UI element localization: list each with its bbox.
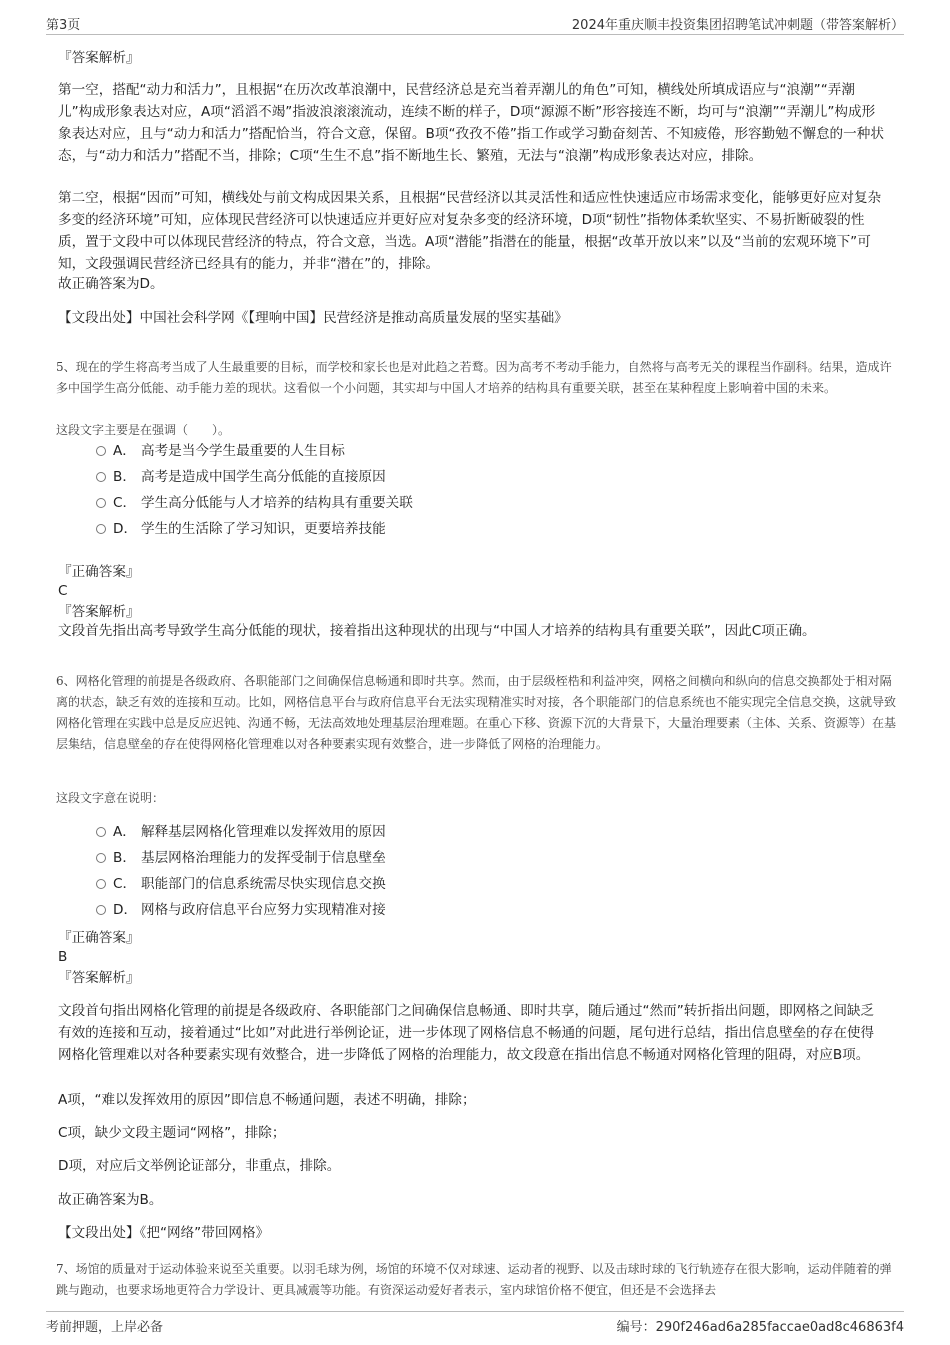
q4-analysis-p2: 第二空，根据“因而”可知，横线处与前文构成因果关系，且根据“民营经济以其灵活性和适应性快速适应市场需求变化，能够更好应对复杂多变的经济环境”可知，应体现民营经济可以快速适应并更好应对复杂多变的经济环境，D项“韧性”指物体柔软坚实、不易折断破裂的性质，置于文段中可以体现民营经济的特点，符合文意，当选。A项“潜能”指潜在的能量，根据“改革开放以来”以及“当前的宏观环境下”可知，文段强调民营经济已经具有的能力，并非“潜在”的，排除。 — [58, 190, 882, 272]
q5-option-b[interactable]: B． 高考是造成中国学生高分低能的直接原因 — [96, 467, 386, 487]
radio-icon[interactable] — [96, 879, 106, 889]
q5-option-d[interactable]: D． 学生的生活除了学习知识，更要培养技能 — [96, 519, 386, 539]
q6-option-c[interactable]: C． 职能部门的信息系统需尽快实现信息交换 — [96, 874, 386, 894]
q5-option-c[interactable]: C． 学生高分低能与人才培养的结构具有重要关联 — [96, 493, 413, 513]
q6-question: 这段文字意在说明： — [56, 791, 165, 805]
document-title: 2024年重庆顺丰投资集团招聘笔试冲刺题（带答案解析） — [571, 18, 904, 33]
radio-icon[interactable] — [96, 827, 106, 837]
q7-stem: 7、场馆的质量对于运动体验来说至关重要。以羽毛球为例，场馆的环境不仅对球速、运动者的视野、以及击球时球的飞行轨迹存在很大影响，运动伴随着的弹跳与跑动，也要求场地更符合力学设计、更具减震等功能。有资深运动爱好者表示，室内球馆价格不便宜，但还是不会选择去 — [56, 1262, 892, 1297]
radio-icon[interactable] — [96, 472, 106, 482]
q6-conclusion: 故正确答案为B。 — [58, 1192, 163, 1208]
footer-slogan: 考前押题，上岸必备 — [46, 1320, 164, 1335]
radio-icon[interactable] — [96, 905, 106, 915]
q4-analysis-p1: 第一空，搭配“动力和活力”，且根据“在历次改革浪潮中，民营经济总是充当着弄潮儿的角色”可知，横线处所填成语应与“浪潮”“弄潮儿”构成形象表达对应，A项“滔滔不竭”指波浪滚滚流动，连续不断的样子，D项“源源不断”形容接连不断，均可与“浪潮”“弄潮儿”构成形象表达对应，且与“动力和活力”搭配恰当，符合文意，保留。B项“孜孜不倦”指工作或学习勤奋刻苦、不知疲倦，形容勤勉不懈怠的一种状态，与“动力和活力”搭配不当，排除；C项“生生不息”指不断地生长、繁殖，无法与“浪潮”构成形象表达对应，排除。 — [58, 82, 884, 164]
q6-answer: B — [58, 949, 68, 965]
q6-answer-label: 『正确答案』 — [58, 930, 140, 946]
q6-option-b[interactable]: B． 基层网格治理能力的发挥受制于信息壁垒 — [96, 848, 386, 868]
radio-icon[interactable] — [96, 853, 106, 863]
q5-option-a[interactable]: A． 高考是当今学生最重要的人生目标 — [96, 441, 345, 461]
q6-option-a[interactable]: A． 解释基层网格化管理难以发挥效用的原因 — [96, 822, 386, 842]
q5-answer: C — [58, 583, 68, 599]
q5-answer-label: 『正确答案』 — [58, 564, 140, 580]
radio-icon[interactable] — [96, 498, 106, 508]
q4-conclusion: 故正确答案为D。 — [58, 276, 164, 292]
q6-exclude-c: C项，缺少文段主题词“网格”，排除； — [58, 1125, 286, 1141]
document-code: 编号：290f246ad6a285faccae0ad8c46863f4 — [616, 1320, 904, 1335]
q6-stem: 6、网格化管理的前提是各级政府、各职能部门之间确保信息畅通和即时共享。然而，由于层级桎梏和利益冲突，网格之间横向和纵向的信息交换都处于相对隔离的状态，缺乏有效的连接和互动。比如，网格信息平台与政府信息平台无法实现精准实时对接，各个职能部门的信息系统也不能实现完全信息交换，这就导致网格化管理在实践中总是反应迟钝、沟通不畅，无法高效地处理基层治理难题。在重心下移、资源下沉的大背景下，大量治理要素（主体、关系、资源等）在基层集结，信息壁垒的存在使得网格化管理难以对各种要素实现有效整合，进一步降低了网格的治理能力。 — [56, 674, 897, 751]
q5-analysis-label: 『答案解析』 — [58, 604, 140, 620]
q6-exclude-a: A项，“难以发挥效用的原因”即信息不畅通问题，表述不明确，排除； — [58, 1092, 476, 1108]
q6-analysis-label: 『答案解析』 — [58, 970, 140, 986]
page-footer — [46, 1311, 904, 1336]
q4-analysis-label: 『答案解析』 — [58, 50, 140, 66]
q6-option-d[interactable]: D． 网格与政府信息平台应努力实现精准对接 — [96, 900, 386, 920]
page-number: 第3页 — [46, 18, 81, 33]
radio-icon[interactable] — [96, 524, 106, 534]
q5-question: 这段文字主要是在强调（ ）。 — [56, 423, 231, 437]
q5-stem: 5、现在的学生将高考当成了人生最重要的目标，而学校和家长也是对此趋之若鹜。因为高考不考动手能力，自然将与高考无关的课程当作副科。结果，造成许多中国学生高分低能、动手能力差的现状。这看似一个小问题，其实却与中国人才培养的结构具有重要关联，甚至在某种程度上影响着中国的未来。 — [56, 360, 892, 395]
q4-source: 【文段出处】中国社会科学网《【理响中国】民营经济是推动高质量发展的坚实基础》 — [58, 310, 568, 326]
q6-analysis: 文段首句指出网格化管理的前提是各级政府、各职能部门之间确保信息畅通、即时共享，随后通过“然而”转折指出问题，即网格之间缺乏有效的连接和互动，接着通过“比如”对此进行举例论证，进一步体现了网格信息不畅通的问题，尾句进行总结，指出信息壁垒的存在使得网格化管理难以对各种要素实现有效整合，进一步降低了网格的治理能力，故文段意在指出信息不畅通对网格化管理的阻碍，对应B项。 — [58, 1003, 875, 1063]
page-header — [46, 12, 904, 35]
radio-icon[interactable] — [96, 446, 106, 456]
q6-source: 【文段出处】《把“网络”带回网格》 — [58, 1225, 270, 1241]
q6-exclude-d: D项，对应后文举例论证部分，非重点，排除。 — [58, 1158, 341, 1174]
q5-analysis: 文段首先指出高考导致学生高分低能的现状，接着指出这种现状的出现与“中国人才培养的结构具有重要关联”，因此C项正确。 — [58, 623, 816, 639]
